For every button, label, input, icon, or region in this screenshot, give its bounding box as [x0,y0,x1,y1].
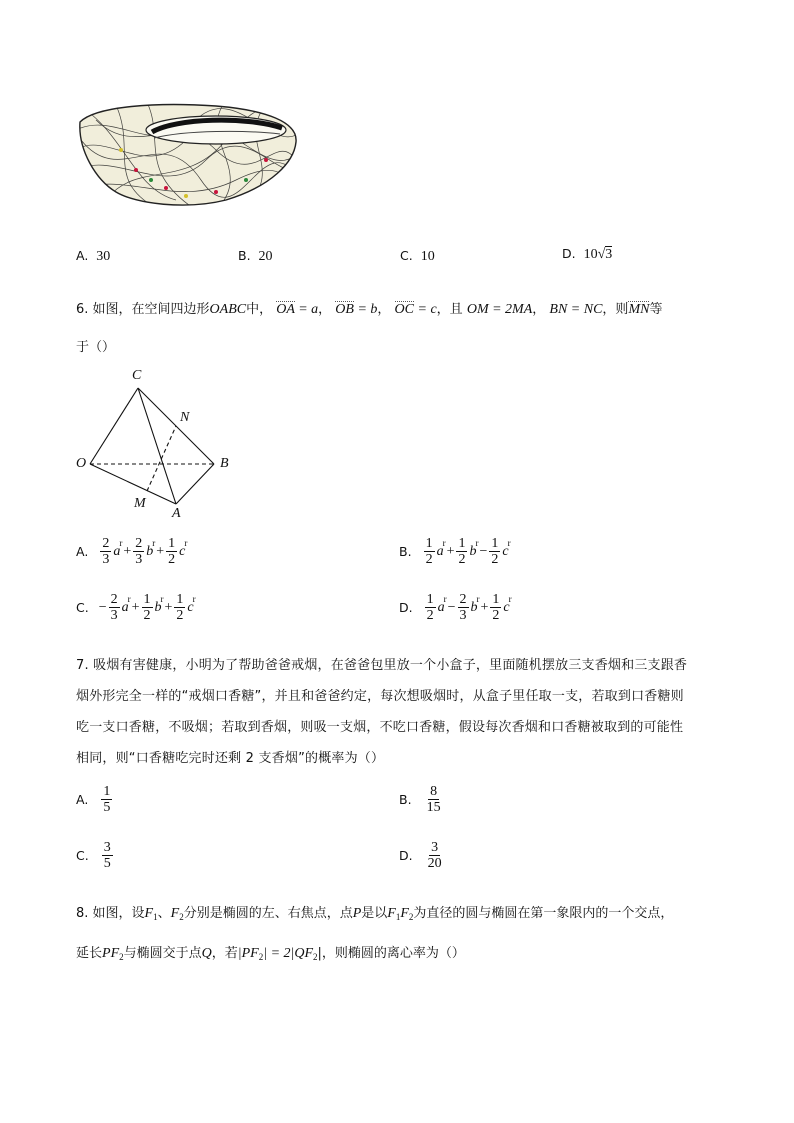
vertex-label-b: B [220,456,229,471]
vector-mark: r [508,593,512,604]
term-sign: + [123,543,132,559]
fraction [102,840,113,871]
q8-text: 分别是椭圆的左、右焦点，点 [183,906,353,921]
numerator: 1 [491,536,499,551]
denominator: 5 [103,800,111,815]
option-label: C. [76,600,89,615]
vertex-label-m: M [134,496,146,511]
q7-option-d[interactable] [399,840,445,871]
q6-text: 等 [649,302,663,317]
sqrt-sign: √ [597,247,606,262]
var-name: a [121,599,129,615]
segment-f1f2 [387,906,413,921]
term-sign: + [156,543,165,559]
var-name: c [503,599,510,615]
fraction [166,536,177,567]
term-sign: + [480,599,489,615]
fraction [101,784,112,815]
var-name: a [437,599,445,615]
denominator: 2 [492,608,500,623]
numerator: 8 [430,784,438,799]
var-name: F [144,906,154,921]
vertex-label-o: O [76,456,87,471]
q6-option-b[interactable] [399,536,511,567]
var-name: c [502,543,509,559]
denominator: 3 [110,608,118,623]
q8-text: 8. 如图，设 [76,906,145,921]
fraction [425,784,443,815]
vector-var [437,593,447,616]
vec-name: OC [394,302,414,317]
denominator: 2 [491,552,499,567]
vector-mark: r [127,593,131,604]
subscript: 2 [408,912,414,922]
term-sign: + [164,599,173,615]
q8-text: ，若 [211,946,238,961]
vec-mn: MN [628,302,650,317]
vector-mark: r [119,537,123,548]
fraction [133,536,144,567]
q6-text: 中， [246,302,273,317]
q6-text: ，且 [436,302,463,317]
option-value: 20 [258,249,273,264]
var-name: b [469,543,477,559]
q5-option-c[interactable] [400,248,435,265]
denominator: 2 [425,552,433,567]
subscript: 1 [395,912,401,922]
option-label: A. [76,792,89,807]
numerator: 1 [103,784,111,799]
option-label: C. [76,848,89,863]
vector-mark: r [152,537,156,548]
q8-text: 、 [157,906,171,921]
vector-var [470,593,480,616]
var-name: b [154,599,162,615]
var-name: a [113,543,121,559]
q8-text: 与椭圆交于点 [123,946,202,961]
numerator: 1 [176,592,184,607]
q8-stem-line1 [76,904,673,927]
q7-option-c[interactable] [76,840,114,871]
vec-oa: OA = a [276,302,319,317]
q6-condition-2: BN = NC [549,302,603,317]
option-value-radicand: 3 [605,247,613,262]
numerator: 2 [459,592,467,607]
numerator: 1 [492,592,500,607]
fraction [100,536,111,567]
q8-text: 延长 [76,946,103,961]
fraction [425,592,436,623]
vector-mark: r [184,537,188,548]
q7-option-b[interactable] [399,784,444,815]
q7-line-3: 吃一支口香糖，不吸烟；若取到香烟，则吸一支烟，不吃口香糖，假设每次香烟和口香糖被取到的可能性 [76,720,684,735]
condition-expr [238,946,318,961]
option-value: 10 [420,249,435,264]
option-label: D. [399,848,413,863]
vec-oc: OC = c [394,302,437,317]
fraction [142,592,153,623]
vec-name: OA [276,302,295,317]
term-sign: + [131,599,140,615]
sculpture-image [76,100,302,212]
vertex-label-n: N [180,410,190,425]
vector-var [179,537,188,560]
q6-stem-line2 [76,338,115,358]
var-name: c [179,543,186,559]
fraction [458,592,469,623]
denominator: 5 [103,856,111,871]
q5-option-a[interactable] [76,248,110,265]
q7-line-4: 相同，则“口香糖吃完时还剩 2 支香烟”的概率为（） [76,751,385,766]
denominator: 15 [426,800,441,815]
var-name: F [387,906,396,921]
fraction [490,592,501,623]
vector-mark: r [507,537,511,548]
q6-option-c[interactable] [76,592,196,623]
numerator: 2 [110,592,118,607]
var-name: F [170,906,180,921]
numerator: 1 [458,536,466,551]
q6-oabc: OABC [209,302,247,317]
numerator: 3 [431,840,439,855]
numerator: 3 [103,840,111,855]
q6-text: 于（） [76,340,116,355]
q8-text: |，则椭圆的离心率为（） [317,946,465,961]
q6-stem-line1: 6. 如图，在空间四边形OABC中， OA = a， OB = b， OC = c，且 OM = 2MA， BN = NC，则MN等 [76,302,663,317]
vector-var [502,537,511,560]
q5-option-b[interactable] [238,248,273,265]
q7-option-a[interactable] [76,784,113,815]
vector-mark: r [192,593,196,604]
vec-c: c [430,302,437,317]
q8-stem-line2 [76,944,465,967]
vec-b: b [370,302,378,317]
q6-option-d[interactable] [399,592,512,623]
fraction [424,536,435,567]
numerator: 2 [135,536,143,551]
vector-var [154,593,164,616]
vec-ob: OB = b [335,302,378,317]
fraction [426,840,444,871]
numerator: 1 [168,536,176,551]
vector-mark: r [160,593,164,604]
vector-var [469,537,479,560]
subscript: 2 [313,952,318,962]
subscript: 2 [258,952,264,962]
term-sign: − [447,599,456,615]
option-label: C. [400,248,413,263]
vector-var [187,593,196,616]
numerator: 1 [425,536,433,551]
q6-text: 6. 如图，在空间四边形 [76,302,210,317]
option-label: D. [562,246,576,261]
term-sign: − [479,543,488,559]
fraction [456,536,467,567]
option-value-coef: 10 [583,247,598,262]
focus-f2 [171,906,184,921]
q7-stem [76,650,726,774]
var-name: a [436,543,444,559]
vector-var [436,537,446,560]
vector-var [146,537,156,560]
denominator: 3 [459,608,467,623]
tetrahedron-figure [72,368,242,524]
option-label: B. [399,544,412,559]
denominator: 2 [143,608,151,623]
segment-pf2 [102,946,124,961]
q6-text: ，则 [602,302,629,317]
numerator: 1 [426,592,434,607]
denominator: 20 [427,856,442,871]
vector-var [121,593,131,616]
expr-part: | = 2|QF [263,946,314,961]
term-sign: − [98,599,107,615]
denominator: 3 [135,552,143,567]
vec-name: OB [335,302,354,317]
var-name: b [146,543,154,559]
option-label: A. [76,248,89,263]
expr-part: |PF [237,946,259,961]
option-label: B. [399,792,412,807]
denominator: 2 [426,608,434,623]
vector-mark: r [475,537,479,548]
q7-line-2: 烟外形完全一样的“戒烟口香糖”，并且和爸爸约定，每次想吸烟时，从盒子里任取一支，若取到口香糖则 [76,689,684,704]
vector-var [503,593,512,616]
vertex-label-c: C [132,368,142,383]
point-q: Q [201,946,212,961]
q5-option-d[interactable] [562,246,612,263]
fraction [489,536,500,567]
vector-mark: r [443,593,447,604]
vector-var [113,537,123,560]
numerator: 2 [102,536,110,551]
denominator: 2 [168,552,176,567]
subscript: 1 [153,912,158,922]
option-value: 30 [96,249,111,264]
var-name: PF [102,946,120,961]
subscript: 2 [119,952,124,962]
var-name: b [470,599,478,615]
vertex-label-a: A [172,506,181,521]
q6-option-a[interactable] [76,536,187,567]
numerator: 1 [143,592,151,607]
option-label: D. [399,600,413,615]
vector-mark: r [442,537,446,548]
var-name: c [187,599,194,615]
point-p: P [352,906,362,921]
var-name: F [400,906,409,921]
option-label: B. [238,248,251,263]
option-label: A. [76,544,89,559]
vector-mark: r [476,593,480,604]
fraction [174,592,185,623]
q8-text: 为直径的圆与椭圆在第一象限内的一个交点， [413,906,674,921]
denominator: 2 [176,608,184,623]
denominator: 3 [102,552,110,567]
denominator: 2 [458,552,466,567]
focus-f1 [145,906,158,921]
q6-condition-1: OM = 2MA [466,302,533,317]
fraction [109,592,120,623]
q8-text: 是以 [361,906,388,921]
term-sign: + [446,543,455,559]
vec-a: a [311,302,319,317]
subscript: 2 [179,912,184,922]
q7-line-1: 7. 吸烟有害健康，小明为了帮助爸爸戒烟，在爸爸包里放一个小盒子，里面随机摆放三支香烟和三支跟香 [76,658,688,673]
